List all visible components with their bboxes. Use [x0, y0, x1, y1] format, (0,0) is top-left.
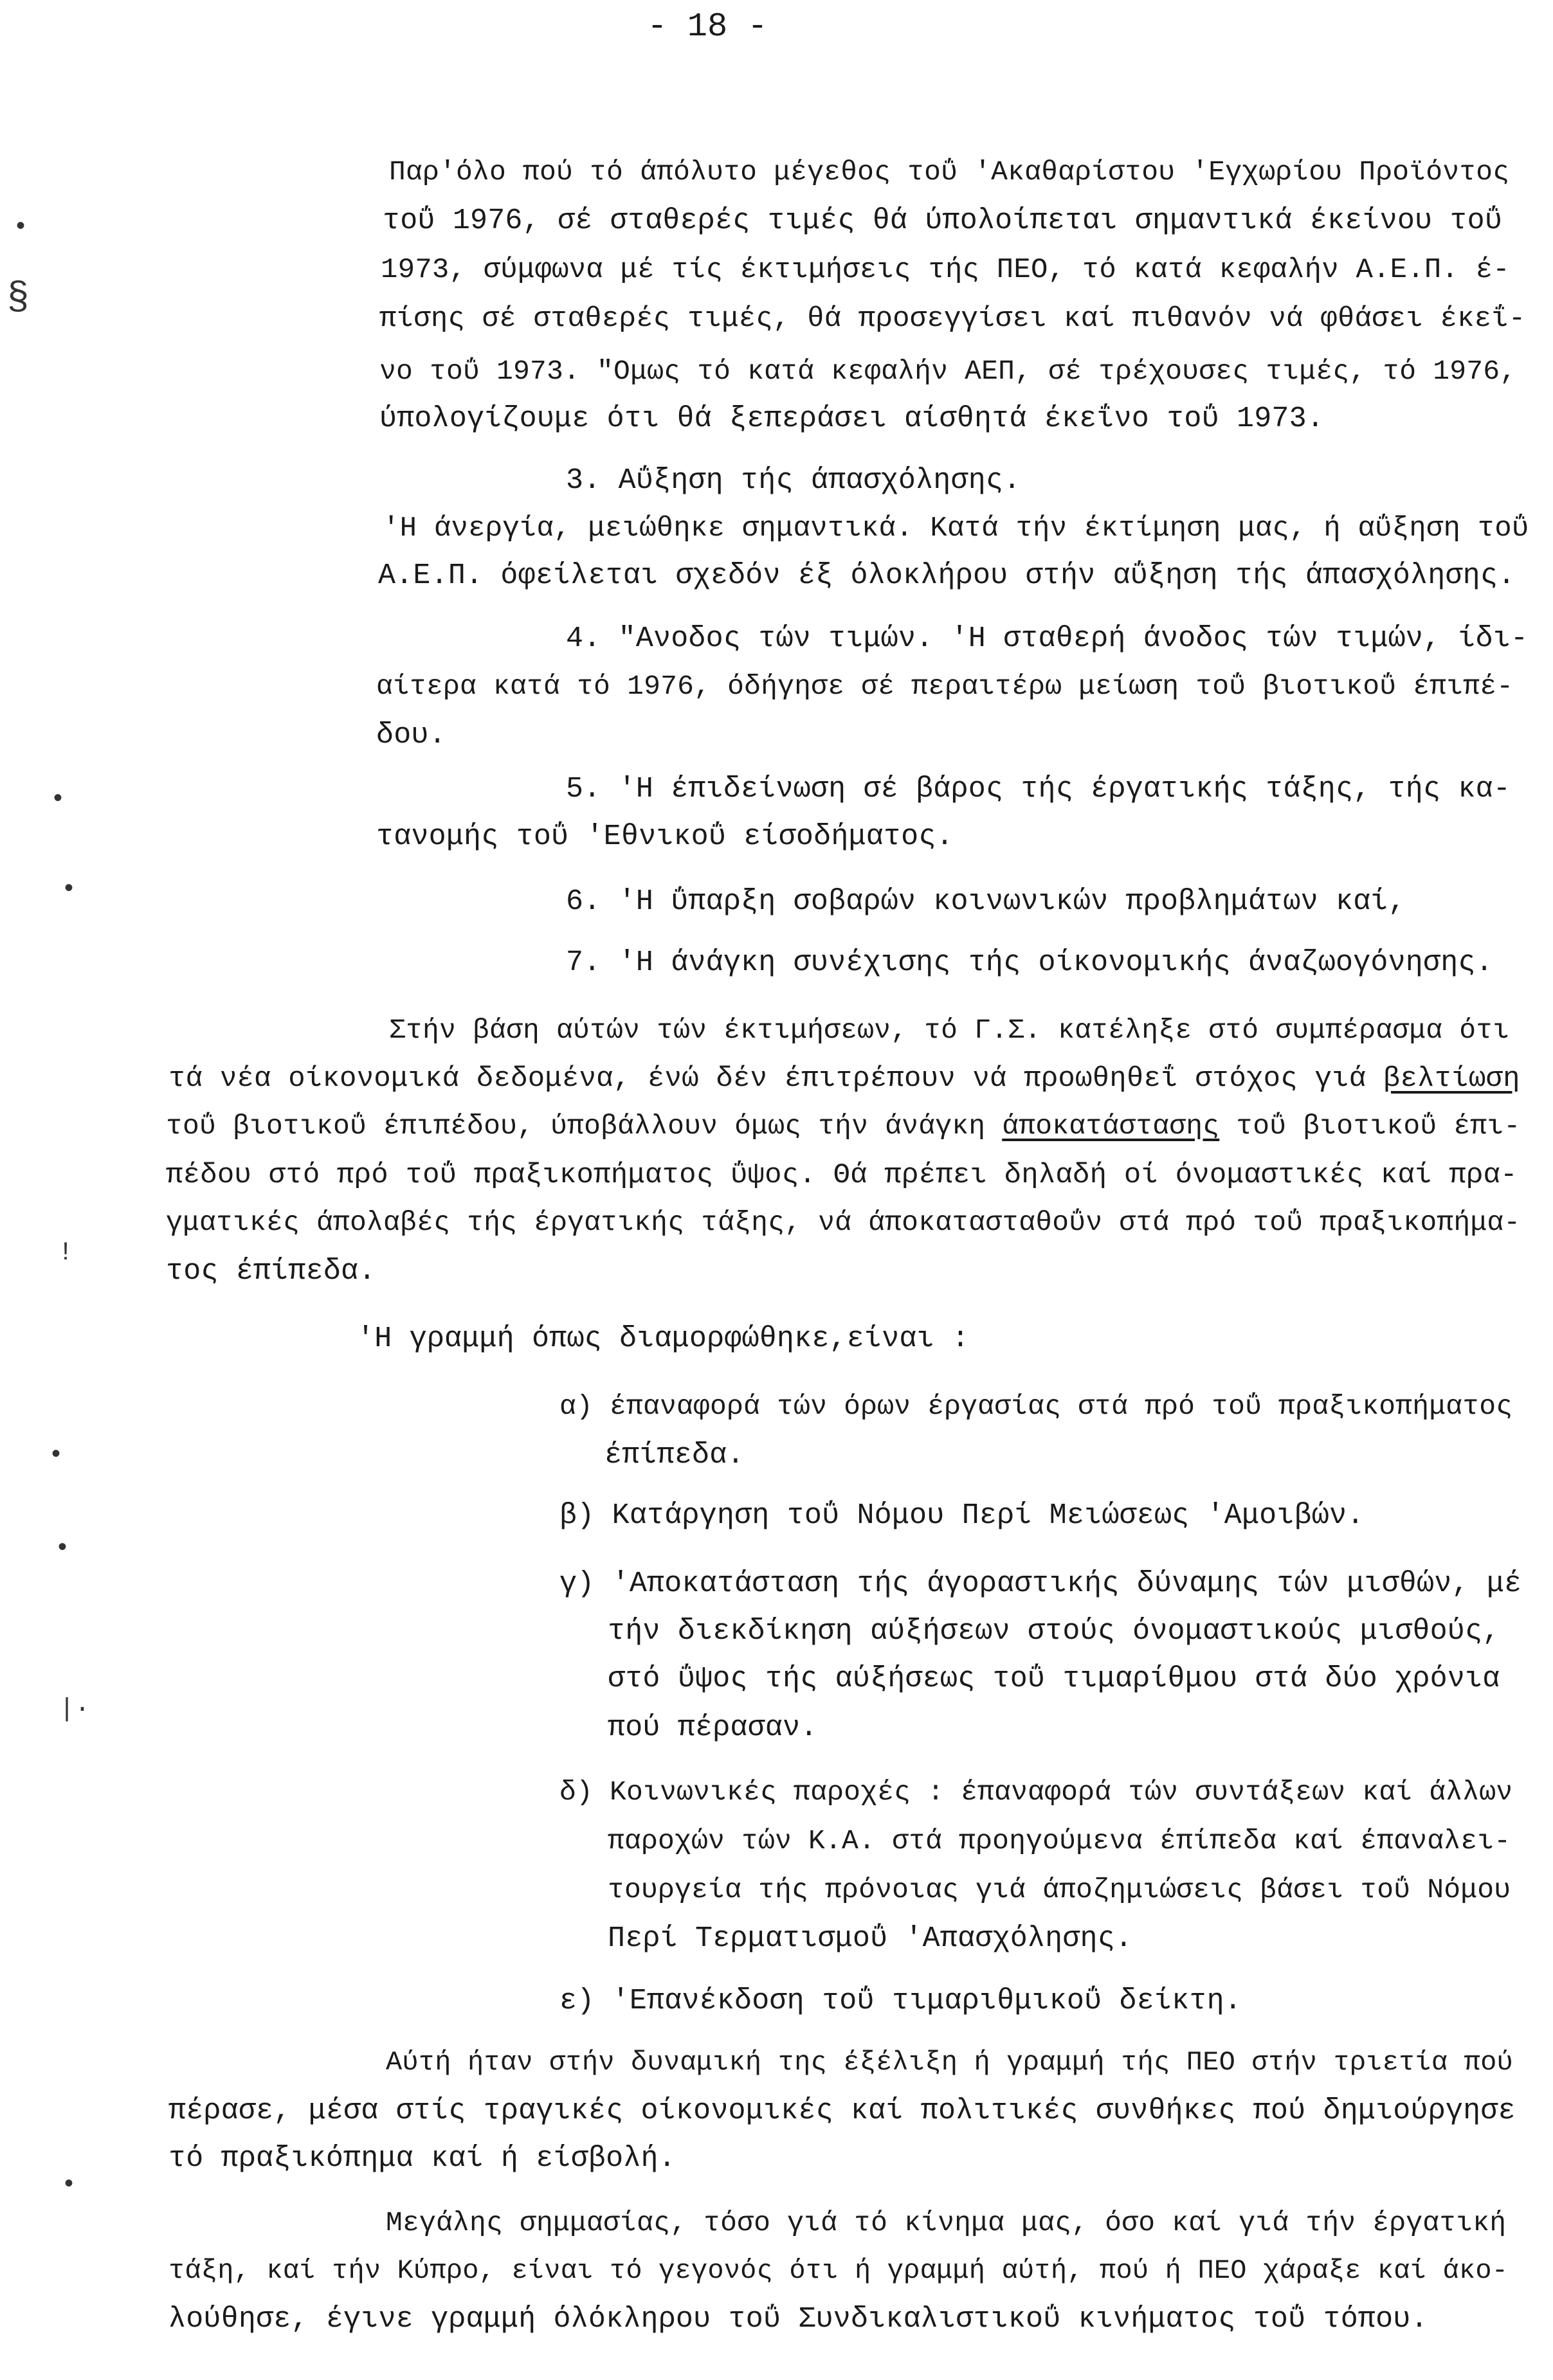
- text-line: τουργεία τής πρόνοιας γιά άποζημιώσεις βάσει τοΰ Νόμου: [608, 1874, 1511, 1906]
- text-line: αίτερα κατά τό 1976, όδήγησε σέ περαιτέρω μείωση τοΰ βιοτικοΰ έπιπέ-: [376, 671, 1514, 702]
- text-line: Μεγάλης σημμασίας, τόσο γιά τό κίνημα μας, όσο καί γιά τήν έργατική: [386, 2207, 1507, 2239]
- text-line: [168, 1061, 1520, 1097]
- underlined-word: βελτίωση: [1383, 1063, 1520, 1095]
- scan-mark: •: [55, 1535, 71, 1564]
- scan-mark: •: [50, 786, 66, 815]
- text-line: δου.: [376, 719, 446, 752]
- underlined-word: άποκατάστασης: [1002, 1110, 1220, 1142]
- text-line: τάξη, καί τήν Κύπρο, είναι τό γεγονός ότι ή γραμμή αύτή, πού ή ΠΕΟ χάραξε καί άκο-: [168, 2255, 1509, 2286]
- text-line: τος έπίπεδα.: [166, 1255, 376, 1288]
- text-line: πέρασε, μέσα στίς τραγικές οίκονομικές καί πολιτικές συνθήκες πού δημιούργησε: [168, 2095, 1516, 2127]
- list-heading: 3. Αΰξηση τής άπασχόλησης.: [566, 464, 1021, 497]
- scan-mark: •: [61, 2171, 77, 2200]
- text-line: 'Η άνεργία, μειώθηκε σημαντικά. Κατά τήν έκτίμηση μας, ή αΰξηση τοΰ: [383, 512, 1529, 545]
- text-segment: τοΰ βιοτικοΰ έπιπέδου, ύποβάλλουν όμως τήν άνάγκη: [166, 1110, 1003, 1142]
- text-line: Στήν βάση αύτών τών έκτιμήσεων, τό Γ.Σ. κατέληξε στό συμπέρασμα ότι: [389, 1014, 1510, 1046]
- text-line: [166, 1108, 1520, 1144]
- text-line: τοΰ 1976, σέ σταθερές τιμές θά ύπολοίπεται σημαντικά έκείνου τοΰ: [383, 204, 1503, 237]
- text-line: Α.Ε.Π. όφείλεται σχεδόν έξ όλοκλήρου στήν αΰξηση τής άπασχόλησης.: [378, 559, 1516, 592]
- text-line: Παρ'όλο πού τό άπόλυτο μέγεθος τοΰ 'Ακαθαρίστου 'Εγχωρίου Προϊόντος: [389, 156, 1510, 188]
- text-segment: τά νέα οίκονομικά δεδομένα, ένώ δέν έπιτρέπουν νά προωθηθεΐ στόχος γιά: [168, 1063, 1383, 1095]
- text-line: 'Η γραμμή όπως διαμορφώθηκε,είναι :: [357, 1322, 970, 1355]
- text-line: γματικές άπολαβές τής έργατικής τάξης, νά άποκατασταθοΰν στά πρό τοΰ πραξικοπήμα-: [166, 1207, 1521, 1238]
- list-item: δ) Κοινωνικές παροχές : έπαναφορά τών συντάξεων καί άλλων: [559, 1776, 1513, 1808]
- list-heading: 6. 'Η ΰπαρξη σοβαρών κοινωνικών προβλημάτων καί,: [566, 885, 1406, 918]
- list-item: α) έπαναφορά τών όρων έργασίας στά πρό τοΰ πραξικοπήματος: [559, 1391, 1513, 1422]
- text-line: τανομής τοΰ 'Εθνικοΰ είσοδήματος.: [376, 820, 954, 853]
- scan-mark: |·: [59, 1695, 91, 1724]
- text-line: νο τοΰ 1973. "Ομως τό κατά κεφαλήν ΑΕΠ, σέ τρέχουσες τιμές, τό 1976,: [379, 356, 1517, 387]
- scan-mark: •: [48, 1441, 64, 1470]
- text-line: Αύτή ήταν στήν δυναμική της έξέλιξη ή γραμμή τής ΠΕΟ στήν τριετία πού: [386, 2047, 1513, 2078]
- list-item: β) Κατάργηση τοΰ Νόμου Περί Μειώσεως 'Αμοιβών.: [559, 1499, 1365, 1532]
- list-item: γ) 'Αποκατάσταση τής άγοραστικής δύναμης τών μισθών, μέ: [559, 1567, 1522, 1600]
- list-item: ε) 'Επανέκδοση τοΰ τιμαριθμικοΰ δείκτη.: [559, 1985, 1242, 2017]
- scan-mark: §: [6, 277, 30, 321]
- scan-mark: !: [58, 1239, 74, 1268]
- text-line: Περί Τερματισμοΰ 'Απασχόλησης.: [608, 1922, 1133, 1955]
- text-line: έπίπεδα.: [604, 1439, 745, 1472]
- scan-mark: •: [61, 876, 77, 905]
- text-line: παροχών τών Κ.Α. στά προηγούμενα έπίπεδα καί έπαναλει-: [608, 1825, 1511, 1857]
- text-line: ύπολογίζουμε ότι θά ξεπεράσει αίσθητά έκεΐνο τοΰ 1973.: [379, 402, 1325, 435]
- list-heading: 4. "Ανοδος τών τιμών. 'Η σταθερή άνοδος τών τιμών, ίδι-: [566, 622, 1529, 655]
- text-line: στό ΰψος τής αύξήσεως τοΰ τιμαρίθμου στά δύο χρόνια: [608, 1663, 1500, 1695]
- text-line: τήν διεκδίκηση αύξήσεων στούς όνομαστικούς μισθούς,: [608, 1615, 1500, 1648]
- text-line: λούθησε, έγινε γραμμή όλόκληρου τοΰ Συνδικαλιστικοΰ κινήματος τοΰ τόπου.: [168, 2303, 1428, 2336]
- scan-mark: •: [13, 213, 29, 242]
- text-line: πίσης σέ σταθερές τιμές, θά προσεγγίσει καί πιθανόν νά φθάσει έκεΐ-: [379, 303, 1526, 335]
- text-line: τό πραξικόπημα καί ή είσβολή.: [168, 2142, 676, 2175]
- page-number: - 18 -: [647, 8, 768, 46]
- list-heading: 7. 'Η άνάγκη συνέχισης τής οίκονομικής άναζωογόνησης.: [566, 946, 1493, 979]
- text-line: πού πέρασαν.: [608, 1711, 818, 1744]
- text-line: 1973, σύμφωνα μέ τίς έκτιμήσεις τής ΠΕΟ, τό κατά κεφαλήν Α.Ε.Π. έ-: [381, 254, 1510, 286]
- text-line: πέδου στό πρό τοΰ πραξικοπήματος ΰψος. Θά πρέπει δηλαδή οί όνομαστικές καί πρα-: [166, 1159, 1518, 1191]
- list-heading: 5. 'Η έπιδείνωση σέ βάρος τής έργατικής τάξης, τής κα-: [566, 773, 1511, 806]
- text-segment: τοΰ βιοτικοΰ έπι-: [1219, 1110, 1521, 1142]
